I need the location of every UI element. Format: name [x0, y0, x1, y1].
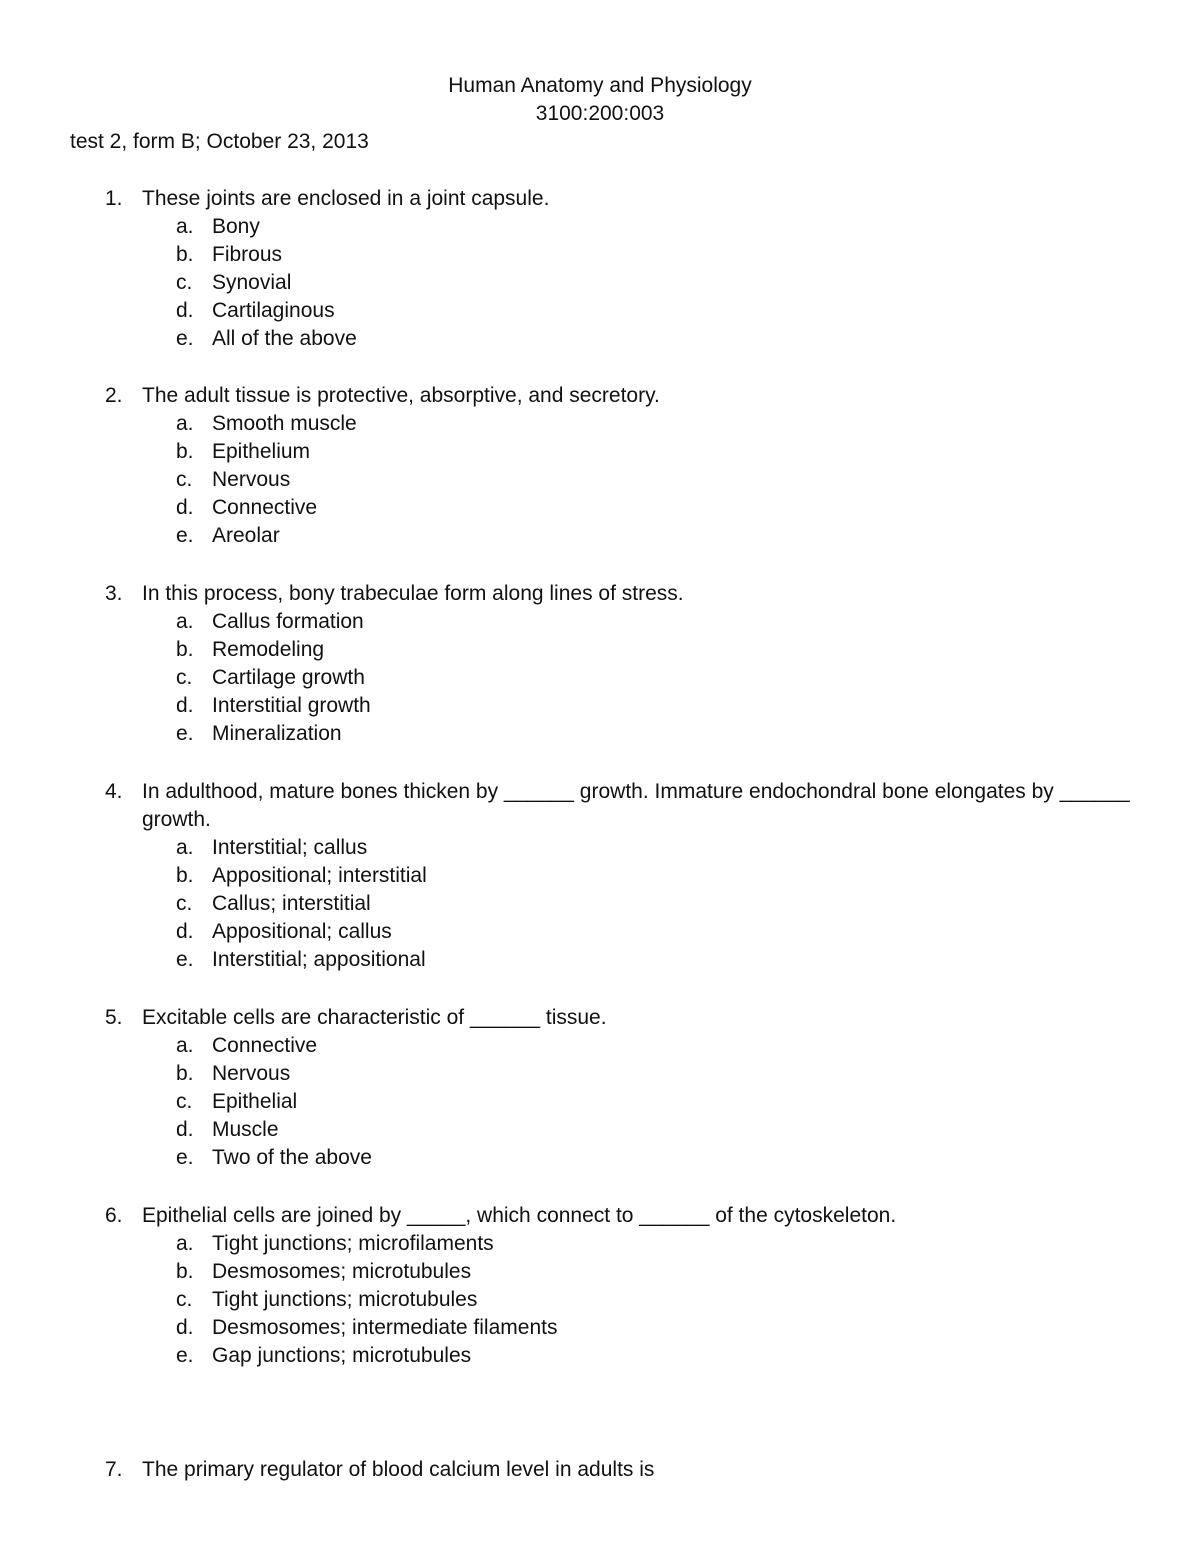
option-text: Callus formation	[212, 610, 364, 633]
option-letter: d.	[176, 1316, 194, 1339]
question-number: 2.	[105, 384, 123, 407]
option-letter: e.	[176, 722, 194, 745]
option-letter: c.	[176, 666, 193, 689]
option-text: Cartilaginous	[212, 299, 335, 322]
answer-option	[0, 834, 1200, 862]
question-stem	[0, 1456, 1200, 1484]
option-text: Remodeling	[212, 638, 325, 661]
question-stem	[0, 185, 1200, 213]
answer-option	[0, 466, 1200, 494]
answer-option	[0, 522, 1200, 550]
question-stem	[0, 1202, 1200, 1230]
option-text: Areolar	[212, 524, 280, 547]
option-text: Epithelium	[212, 440, 311, 463]
option-letter: a.	[176, 610, 194, 633]
option-letter: d.	[176, 1118, 194, 1141]
option-letter: e.	[176, 524, 194, 547]
option-letter: e.	[176, 1344, 194, 1367]
option-text: Gap junctions; microtubules	[212, 1344, 472, 1367]
document-header	[0, 72, 1200, 128]
option-text: Epithelial	[212, 1090, 298, 1113]
option-text: Nervous	[212, 468, 291, 491]
option-letter: b.	[176, 1062, 194, 1085]
question-stem	[0, 580, 1200, 608]
option-letter: a.	[176, 1034, 194, 1057]
answer-option	[0, 1088, 1200, 1116]
option-text: Fibrous	[212, 243, 283, 266]
option-letter: c.	[176, 1288, 193, 1311]
question-number: 7.	[105, 1458, 123, 1481]
option-letter: e.	[176, 948, 194, 971]
question-number: 1.	[105, 187, 123, 210]
option-text: Desmosomes; microtubules	[212, 1260, 472, 1283]
option-letter: d.	[176, 920, 194, 943]
answer-option	[0, 890, 1200, 918]
option-letter: e.	[176, 327, 194, 350]
question-stem	[0, 778, 1200, 834]
option-letter: a.	[176, 412, 194, 435]
option-letter: b.	[176, 864, 194, 887]
option-text: Connective	[212, 1034, 318, 1057]
answer-options	[0, 608, 1200, 748]
answer-option	[0, 241, 1200, 269]
option-text: Appositional; callus	[212, 920, 392, 943]
answer-option	[0, 1230, 1200, 1258]
question-text: These joints are enclosed in a joint capsule.	[142, 187, 550, 210]
answer-option	[0, 1144, 1200, 1172]
option-letter: c.	[176, 468, 193, 491]
question-5	[0, 1004, 1200, 1172]
answer-option	[0, 692, 1200, 720]
question-stem	[0, 382, 1200, 410]
answer-option	[0, 664, 1200, 692]
option-text: Desmosomes; intermediate filaments	[212, 1316, 558, 1339]
option-letter: b.	[176, 243, 194, 266]
question-6	[0, 1202, 1200, 1370]
option-text: All of the above	[212, 327, 357, 350]
question-number: 6.	[105, 1204, 123, 1227]
answer-option	[0, 410, 1200, 438]
option-letter: c.	[176, 271, 193, 294]
question-number: 3.	[105, 582, 123, 605]
answer-option	[0, 213, 1200, 241]
option-letter: d.	[176, 496, 194, 519]
answer-options	[0, 213, 1200, 353]
option-letter: d.	[176, 299, 194, 322]
answer-option	[0, 1314, 1200, 1342]
option-letter: a.	[176, 215, 194, 238]
answer-option	[0, 1032, 1200, 1060]
option-text: Two of the above	[212, 1146, 372, 1169]
option-letter: d.	[176, 694, 194, 717]
question-3	[0, 580, 1200, 748]
option-letter: c.	[176, 892, 193, 915]
option-letter: b.	[176, 440, 194, 463]
answer-option	[0, 946, 1200, 974]
answer-option	[0, 1258, 1200, 1286]
question-number: 4.	[105, 780, 123, 803]
option-text: Bony	[212, 215, 260, 238]
question-4	[0, 778, 1200, 974]
option-text: Cartilage growth	[212, 666, 365, 689]
option-text: Smooth muscle	[212, 412, 357, 435]
question-number: 5.	[105, 1006, 123, 1029]
answer-option	[0, 1060, 1200, 1088]
answer-option	[0, 297, 1200, 325]
course-code: 3100:200:003	[535, 102, 665, 125]
option-text: Tight junctions; microtubules	[212, 1288, 478, 1311]
option-text: Callus; interstitial	[212, 892, 371, 915]
option-letter: e.	[176, 1146, 194, 1169]
answer-option	[0, 1116, 1200, 1144]
option-letter: b.	[176, 638, 194, 661]
answer-options	[0, 410, 1200, 550]
option-text: Synovial	[212, 271, 292, 294]
option-letter: a.	[176, 836, 194, 859]
option-text: Nervous	[212, 1062, 291, 1085]
option-text: Muscle	[212, 1118, 279, 1141]
question-7	[0, 1456, 1200, 1484]
option-text: Mineralization	[212, 722, 342, 745]
answer-option	[0, 494, 1200, 522]
option-text: Interstitial; callus	[212, 836, 368, 859]
answer-option	[0, 438, 1200, 466]
option-text: Tight junctions; microfilaments	[212, 1232, 494, 1255]
question-text: Excitable cells are characteristic of ______ tissue.	[142, 1006, 607, 1029]
option-text: Connective	[212, 496, 318, 519]
test-info: test 2, form B; October 23, 2013	[70, 130, 369, 153]
option-text: Interstitial; appositional	[212, 948, 426, 971]
option-letter: c.	[176, 1090, 193, 1113]
option-text: Appositional; interstitial	[212, 864, 427, 887]
question-text: In this process, bony trabeculae form along lines of stress.	[142, 582, 684, 605]
question-text: Epithelial cells are joined by _____, which connect to ______ of the cytoskeleton.	[142, 1204, 897, 1227]
answer-option	[0, 269, 1200, 297]
question-2	[0, 382, 1200, 550]
option-letter: b.	[176, 1260, 194, 1283]
answer-options	[0, 1230, 1200, 1370]
answer-option	[0, 862, 1200, 890]
answer-option	[0, 720, 1200, 748]
answer-options	[0, 834, 1200, 974]
answer-option	[0, 1286, 1200, 1314]
answer-options	[0, 1032, 1200, 1172]
answer-option	[0, 1342, 1200, 1370]
question-text: The primary regulator of blood calcium level in adults is	[142, 1458, 655, 1481]
course-title: Human Anatomy and Physiology	[448, 74, 752, 97]
question-1	[0, 185, 1200, 353]
option-text: Interstitial growth	[212, 694, 371, 717]
option-letter: a.	[176, 1232, 194, 1255]
answer-option	[0, 608, 1200, 636]
question-stem	[0, 1004, 1200, 1032]
answer-option	[0, 636, 1200, 664]
question-text: In adulthood, mature bones thicken by ______ growth. Immature endochondral bone elongates by ______ growth.	[142, 780, 1130, 831]
answer-option	[0, 918, 1200, 946]
question-text: The adult tissue is protective, absorptive, and secretory.	[142, 384, 660, 407]
answer-option	[0, 325, 1200, 353]
